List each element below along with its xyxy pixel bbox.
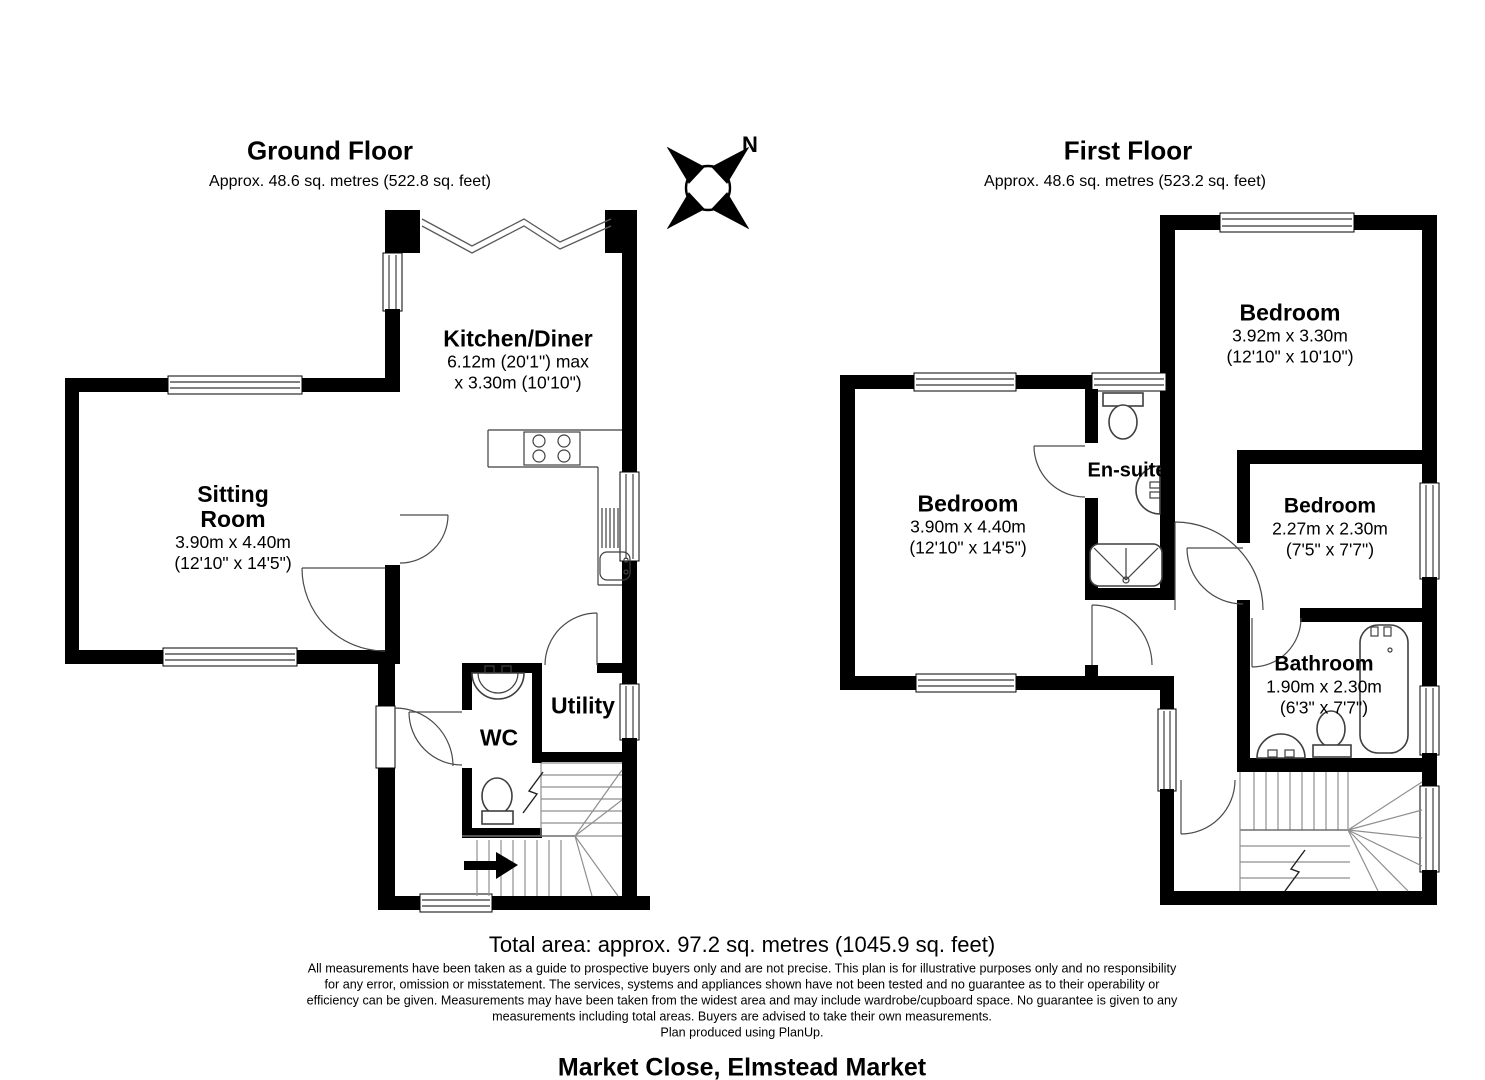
window-landing-left bbox=[1158, 709, 1176, 791]
disclaimer-line-2: for any error, omission or misstatement. The services, systems and appliances shown have not been tested and no guarantee as to their operability or bbox=[324, 977, 1160, 992]
room-label-utility: Utility bbox=[551, 692, 615, 719]
door-wc bbox=[409, 712, 462, 765]
door-bedroom2 bbox=[1092, 605, 1152, 665]
ground-floor-title-text: Ground Floor bbox=[246, 135, 414, 166]
ground-floor-area: Approx. 48.6 sq. metres (522.8 sq. feet) bbox=[209, 173, 491, 190]
window-stairs-right bbox=[1420, 786, 1439, 872]
room-label-bedroom1: Bedroom 3.92m x 3.30m (12'10" x 10'10") bbox=[1226, 299, 1354, 367]
room-label-ensuite: En-suite bbox=[1087, 459, 1167, 482]
compass-north-label: N bbox=[742, 132, 758, 157]
disclaimer-line-1: All measurements have been taken as a guide to prospective buyers only and are not precise. This plan is for illustrative purposes only and no responsibility bbox=[307, 961, 1177, 976]
room-label-wc: WC bbox=[479, 724, 519, 751]
window-ensuite-top bbox=[1092, 373, 1166, 391]
total-area-text: Total area: approx. 97.2 sq. metres (1045.9 sq. feet) bbox=[488, 932, 996, 957]
kitchen-counter bbox=[488, 430, 630, 585]
disclaimer-line-5: Plan produced using PlanUp. bbox=[660, 1025, 824, 1040]
window-bedroom1-top bbox=[1220, 213, 1354, 232]
compass-rose bbox=[668, 132, 758, 228]
door-utility bbox=[545, 613, 597, 665]
window-bedroom2-bottom bbox=[916, 674, 1016, 692]
ensuite-toilet bbox=[1103, 393, 1143, 439]
ground-floor-plan bbox=[65, 210, 650, 912]
door-sitting bbox=[302, 568, 385, 651]
entrance-arrow bbox=[464, 852, 518, 879]
window-sitting-bottom bbox=[163, 648, 297, 666]
wc-toilet bbox=[482, 778, 513, 824]
first-floor-title bbox=[1064, 136, 1193, 167]
ensuite-shower bbox=[1090, 544, 1162, 586]
address-title: Market Close, Elmstead Market bbox=[557, 1053, 927, 1080]
window-utility-right bbox=[620, 684, 639, 740]
window-kitchen-right bbox=[620, 472, 639, 561]
bathroom-sink bbox=[1257, 734, 1305, 758]
window-sitting-top bbox=[168, 376, 302, 394]
room-label-bedroom3: Bedroom 2.27m x 2.30m (7'5" x 7'7") bbox=[1272, 494, 1388, 560]
window-kitchen-left bbox=[383, 253, 402, 311]
room-label-bedroom2: Bedroom 3.90m x 4.40m (12'10" x 14'5") bbox=[909, 490, 1027, 558]
door-stairs bbox=[1181, 780, 1235, 834]
room-label-bathroom: Bathroom 1.90m x 2.30m (6'3" x 7'7") bbox=[1266, 652, 1382, 718]
window-bedroom3-right bbox=[1420, 483, 1439, 579]
window-bathroom-right bbox=[1420, 686, 1439, 755]
first-floor-stairs bbox=[1181, 772, 1422, 891]
window-bedroom2-top bbox=[914, 373, 1016, 391]
window-hall-bottom bbox=[420, 894, 492, 912]
first-floor-title-text: First Floor bbox=[1063, 135, 1193, 166]
room-label-sitting: Sitting Room 3.90m x 4.40m (12'10" x 14'5") bbox=[174, 481, 292, 573]
door-kitchen bbox=[400, 515, 448, 563]
disclaimer-line-3: efficiency can be given. Measurements may have been taken from the widest area and may include wardrobe/cupboard space. No guarantee is given to any bbox=[306, 993, 1178, 1008]
first-floor-area: Approx. 48.6 sq. metres (523.2 sq. feet) bbox=[984, 173, 1266, 190]
room-label-kitchen: Kitchen/Diner 6.12m (20'1") max x 3.30m (10'10") bbox=[443, 325, 593, 393]
disclaimer-line-4: measurements including total areas. Buyers are advised to take their own measurements. bbox=[492, 1009, 992, 1024]
ground-floor-title bbox=[247, 136, 413, 167]
door-ensuite bbox=[1034, 446, 1085, 497]
door-bedroom3 bbox=[1187, 548, 1243, 604]
